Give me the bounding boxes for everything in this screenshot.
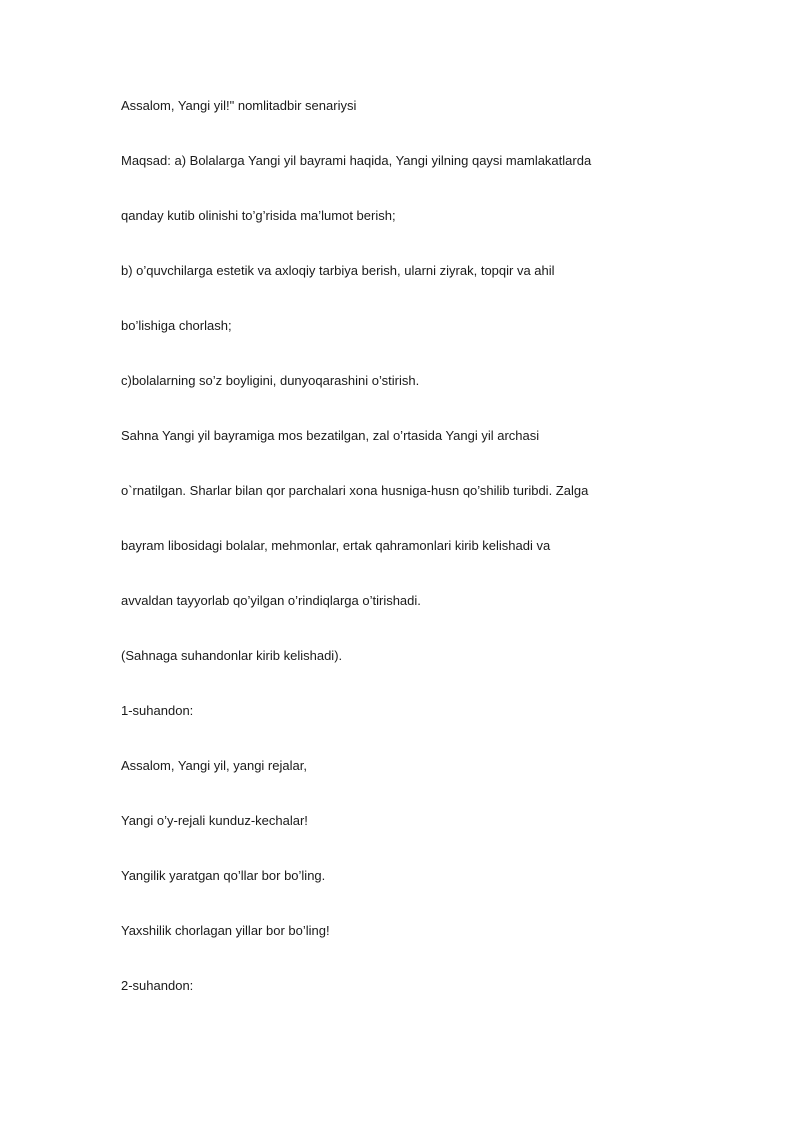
text-line-poem-3: Yangilik yaratgan qo’llar bor bo’ling. [121, 868, 326, 883]
text-line-poem-1: Assalom, Yangi yil, yangi rejalar, [121, 758, 307, 773]
text-line-goal-b: b) o’quvchilarga estetik va axloqiy tarbiya berish, ularni ziyrak, topqir va ahil [121, 263, 555, 278]
text-line-scene-1: Sahna Yangi yil bayramiga mos bezatilgan, zal o’rtasida Yangi yil archasi [121, 428, 540, 443]
text-line-scene-4: avvaldan tayyorlab qo’yilgan o’rindiqlarga o’tirishadi. [121, 593, 421, 608]
text-line-speaker-2: 2-suhandon: [121, 978, 194, 993]
text-line-title: Assalom, Yangi yil!" nomlitadbir senariysi [121, 98, 357, 113]
text-line-scene-3: bayram libosidagi bolalar, mehmonlar, ertak qahramonlari kirib kelishadi va [121, 538, 551, 553]
document-text [121, 96, 741, 1031]
text-line-stage-direction: (Sahnaga suhandonlar kirib kelishadi). [121, 648, 343, 663]
text-line-goal-c: c)bolalarning so’z boyligini, dunyoqarashini o’stirish. [121, 373, 420, 388]
text-line-goal-a: Maqsad: a) Bolalarga Yangi yil bayrami haqida, Yangi yilning qaysi mamlakatlarda [121, 153, 592, 168]
text-line-poem-4: Yaxshilik chorlagan yillar bor bo’ling! [121, 923, 330, 938]
text-line-goal-a-continued: qanday kutib olinishi to’g’risida ma’lumot berish; [121, 208, 396, 223]
text-line-speaker-1: 1-suhandon: [121, 703, 194, 718]
text-line-poem-2: Yangi o’y-rejali kunduz-kechalar! [121, 813, 308, 828]
text-line-goal-b-continued: bo’lishiga chorlash; [121, 318, 232, 333]
text-line-scene-2: o`rnatilgan. Sharlar bilan qor parchalari xona husniga-husn qo’shilib turibdi. Zalga [121, 483, 589, 498]
